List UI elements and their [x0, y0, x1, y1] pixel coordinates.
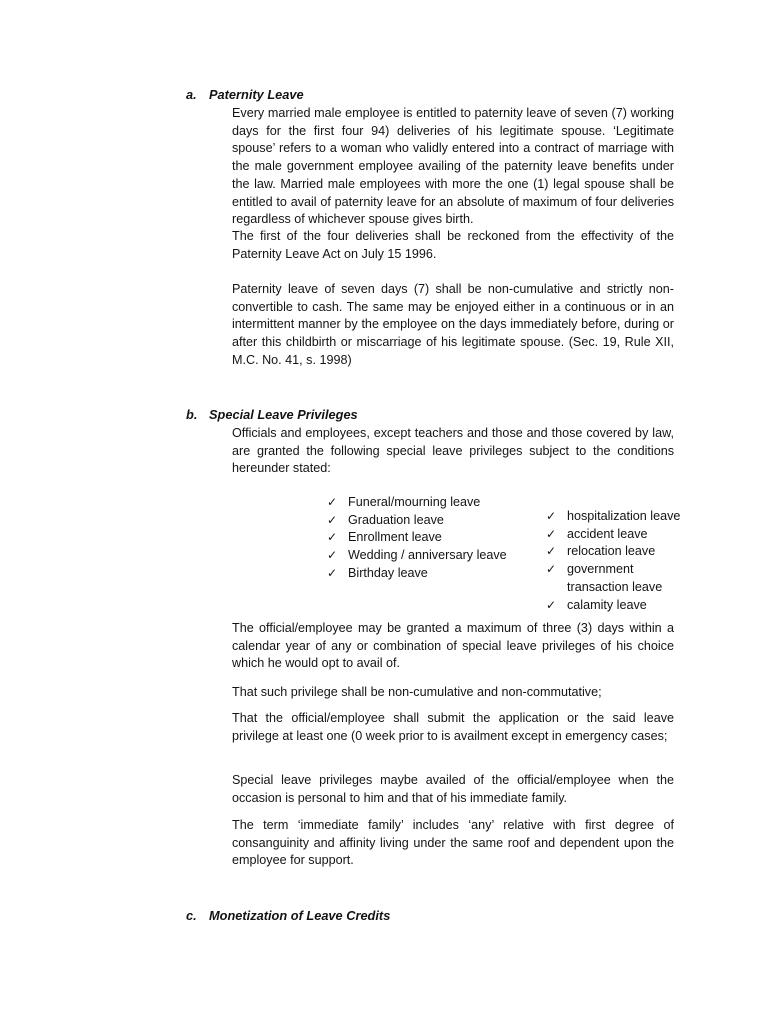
special-leave-paragraph-3: That the official/employee shall submit the application or the said leave privilege at least one (0 week prior to is availment except in emergency cases;: [232, 711, 674, 743]
special-leave-paragraph-4: Special leave privileges maybe availed of the official/employee when the occasion is personal to him and that of his immediate family.: [232, 773, 674, 805]
section-b-heading: [186, 407, 358, 422]
section-c-heading: [186, 908, 390, 923]
list-item: ✓ Graduation leave: [324, 512, 524, 530]
check-mark-icon: ✓: [327, 512, 338, 527]
paternity-paragraph-1: Every married male employee is entitled to paternity leave of seven (7) working days for the first four 94) deliveries of his legitimate spouse. ‘Legitimate spouse’ refers to a woman who validly entered into a contract of marriage with the male government employee availing of the paternity leave benefits under the law. Married male employees with more the one (1) legal spouse shall be entitled to avail of paternity leave for an absolute of maximum of four deliveries regardless of whichever spouse gives birth.: [232, 106, 674, 227]
section-c-title: Monetization of Leave Credits: [209, 908, 391, 923]
section-a-heading: [186, 87, 304, 102]
check-mark-icon: ✓: [546, 509, 557, 523]
check-mark-icon: ✓: [327, 565, 338, 580]
list-item: ✓ hospitalization leave: [543, 508, 693, 526]
list-item: ✓ Wedding / anniversary leave: [324, 547, 524, 565]
list-item: ✓ calamity leave: [543, 597, 693, 615]
section-a-title: Paternity Leave: [209, 87, 304, 102]
special-leave-paragraph-5: The term ‘immediate family’ includes ‘any’ relative with first degree of consanguinity and affinity living under the same roof and dependent upon the employee for support.: [232, 818, 674, 868]
special-leave-paragraph-1: The official/employee may be granted a maximum of three (3) days within a calendar year of any or combination of special leave privileges of his choice which he would opt to avail of.: [232, 621, 674, 671]
section-c-letter: c.: [186, 908, 197, 923]
check-mark-icon: ✓: [546, 526, 557, 541]
special-leave-intro: Officials and employees, except teachers and those and those covered by law, are granted the following special leave privileges subject to the conditions hereunder stated:: [232, 426, 674, 476]
section-a-letter: a.: [186, 87, 197, 102]
section-b-letter: b.: [186, 407, 198, 422]
list-item: ✓ relocation leave: [543, 543, 693, 561]
list-item: ✓ Funeral/mourning leave: [324, 494, 524, 512]
special-leave-paragraph-2: That such privilege shall be non-cumulative and non-commutative;: [232, 685, 602, 699]
section-b-title: Special Leave Privileges: [209, 407, 358, 422]
list-item: ✓ government transaction leave: [546, 562, 663, 594]
special-leave-list-right: [543, 508, 693, 614]
check-mark-icon: ✓: [327, 548, 338, 563]
list-item: ✓ Birthday leave: [324, 565, 524, 583]
paternity-paragraph-2: The first of the four deliveries shall be reckoned from the effectivity of the Paternity Leave Act on July 15 1996.: [232, 229, 674, 261]
list-item: ✓ accident leave: [543, 526, 693, 544]
special-leave-list-left: [324, 494, 524, 583]
paternity-paragraph-3: Paternity leave of seven days (7) shall be non-cumulative and strictly non-convertible to cash. The same may be enjoyed either in a continuous or in an intermittent manner by the employee on the days immediately before, during or after this childbirth or miscarriage of his legitimate spouse. (Sec. 19, Rule XII, M.C. No. 41, s. 1998): [232, 282, 674, 367]
check-mark-icon: ✓: [327, 495, 338, 509]
list-item: ✓ Enrollment leave: [324, 529, 524, 547]
check-mark-icon: ✓: [546, 544, 557, 559]
check-mark-icon: ✓: [546, 597, 557, 612]
check-mark-icon: ✓: [546, 562, 557, 577]
check-mark-icon: ✓: [327, 530, 338, 545]
